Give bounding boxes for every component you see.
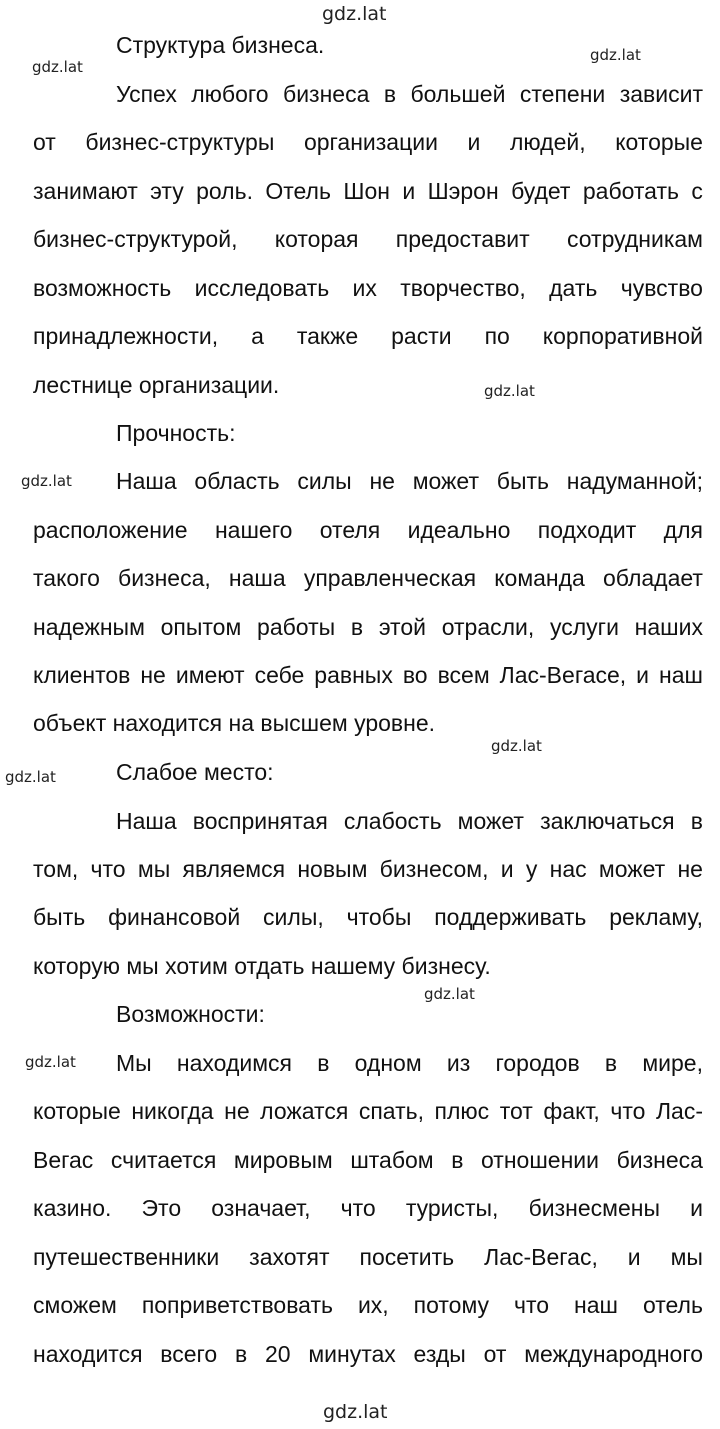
word: не [677, 856, 703, 882]
word: мире, [642, 1050, 703, 1076]
word: в [451, 1147, 464, 1173]
word: которые [33, 1098, 121, 1124]
paragraph-line [33, 858, 703, 881]
word: команда [494, 565, 585, 591]
word: в [604, 1050, 618, 1076]
paragraph-line [116, 83, 703, 106]
paragraph-line [33, 1246, 703, 1269]
word: поддерживать [434, 904, 587, 930]
word: равных [314, 662, 393, 688]
watermark: gdz.lat [590, 46, 641, 64]
word: мы [137, 856, 171, 882]
word: в [383, 81, 397, 107]
word: клиентов [33, 662, 131, 688]
paragraph-line-last: объект находится на высшем уровне. [33, 710, 436, 736]
word: опытом [160, 614, 242, 640]
word: область [194, 468, 280, 494]
word: зависит [619, 81, 703, 107]
watermark: gdz.lat [484, 382, 535, 400]
paragraph-line [33, 277, 703, 300]
word: всем [437, 662, 490, 688]
word: рекламу, [609, 904, 703, 930]
word: плюс [434, 1098, 490, 1124]
watermark: gdz.lat [21, 472, 72, 490]
word: имеют [175, 662, 245, 688]
word: дать [549, 275, 598, 301]
word: штабом [350, 1147, 434, 1173]
word: не [224, 1098, 250, 1124]
word: Лас-Вегас, [484, 1244, 598, 1270]
word: возможность [33, 275, 172, 301]
word: сотрудникам [567, 226, 703, 252]
word: себе [254, 662, 305, 688]
word: подходит [537, 517, 637, 543]
word: мы [670, 1244, 703, 1270]
word: бизнеса [283, 81, 370, 107]
word: всего [160, 1341, 218, 1367]
word: сможем [33, 1292, 117, 1318]
paragraph-line [33, 519, 703, 542]
word: посетить [359, 1244, 455, 1270]
watermark: gdz.lat [322, 3, 387, 25]
word: воспринятая [192, 808, 328, 834]
word: творчество, [400, 275, 526, 301]
word: одном [354, 1050, 422, 1076]
word: отношении [481, 1147, 599, 1173]
watermark: gdz.lat [32, 58, 83, 76]
word: Это [141, 1195, 182, 1221]
document-heading: Структура бизнеса. [116, 32, 325, 58]
word: слабость [343, 808, 442, 834]
word: Отель [265, 178, 331, 204]
word: минутах [308, 1341, 396, 1367]
word: что [90, 856, 126, 882]
word: может [457, 808, 524, 834]
word: будет [511, 178, 571, 204]
paragraph-line [33, 325, 703, 348]
section-title: Слабое место: [116, 759, 274, 785]
word: наша [228, 565, 286, 591]
word: нас [549, 856, 587, 882]
word: этой [378, 614, 426, 640]
section-title: Возможности: [116, 1001, 265, 1027]
word: людей, [509, 129, 586, 155]
word: факт, [543, 1098, 600, 1124]
word: быть [496, 468, 549, 494]
word: их, [357, 1292, 389, 1318]
word: отель [642, 1292, 703, 1318]
paragraph-line [33, 906, 703, 929]
word: эту [150, 178, 184, 204]
watermark: gdz.lat [5, 768, 56, 786]
word: бизнес-структуры [85, 129, 275, 155]
word: означает, [211, 1195, 311, 1221]
word: что [340, 1195, 376, 1221]
word: отеля [319, 517, 381, 543]
word: бизнес-структурой, [33, 226, 238, 252]
word: 20 [264, 1341, 291, 1367]
paragraph-line [33, 228, 703, 251]
word: а [251, 323, 264, 349]
word: Шон [343, 178, 390, 204]
paragraph-line [33, 180, 703, 203]
paragraph-line-last: лестнице организации. [33, 372, 280, 398]
watermark: gdz.lat [491, 737, 542, 755]
word: которые [615, 129, 703, 155]
word: Вегас [33, 1147, 94, 1173]
word: в [235, 1341, 248, 1367]
paragraph-line-last: которую мы хотим отдать нашему бизнесу. [33, 953, 491, 979]
word: для [663, 517, 703, 543]
word: которая [274, 226, 359, 252]
word: финансовой [108, 904, 241, 930]
word: наш [659, 662, 703, 688]
word: силы [297, 468, 352, 494]
word: идеально [407, 517, 511, 543]
word: и [500, 856, 514, 882]
word: в [350, 614, 364, 640]
word: Шэрон [427, 178, 499, 204]
word: предоставит [395, 226, 530, 252]
word: исследовать [194, 275, 330, 301]
word: такого [33, 565, 100, 591]
paragraph-line [33, 1294, 703, 1317]
watermark: gdz.lat [424, 985, 475, 1003]
word: надуманной; [566, 468, 703, 494]
watermark: gdz.lat [323, 1401, 388, 1423]
paragraph-line [33, 567, 703, 590]
word: Лас- [655, 1098, 703, 1124]
word: езды [413, 1341, 466, 1367]
word: чувство [620, 275, 703, 301]
paragraph-line [116, 810, 703, 833]
word: расположение [33, 517, 188, 543]
word: корпоративной [542, 323, 703, 349]
word: бизнеса [616, 1147, 703, 1173]
word: с [691, 178, 703, 204]
word: отрасли, [441, 614, 535, 640]
word: Лас-Вегасе, [499, 662, 627, 688]
word: наш [574, 1292, 618, 1318]
word: в [690, 808, 703, 834]
word: казино. [33, 1195, 112, 1221]
word: и [402, 178, 416, 204]
word: находится [33, 1341, 143, 1367]
word: во [402, 662, 428, 688]
word: управленческая [303, 565, 477, 591]
paragraph-line [116, 470, 703, 493]
word: может [598, 856, 666, 882]
word: может [412, 468, 479, 494]
word: из [446, 1050, 471, 1076]
word: и [636, 662, 650, 688]
word: ложатся [260, 1098, 349, 1124]
word: их [352, 275, 377, 301]
word: мировым [233, 1147, 333, 1173]
word: тот [499, 1098, 533, 1124]
word: том, [33, 856, 79, 882]
word: бизнеса, [118, 565, 211, 591]
word: что [514, 1292, 550, 1318]
word: являемся [182, 856, 286, 882]
word: считается [110, 1147, 217, 1173]
word: обладает [603, 565, 703, 591]
paragraph-line [116, 1052, 703, 1075]
word: степени [519, 81, 606, 107]
word: организации [303, 129, 438, 155]
word: не [140, 662, 166, 688]
word: занимают [33, 178, 138, 204]
word: и [690, 1195, 703, 1221]
word: и [627, 1244, 641, 1270]
word: по [484, 323, 510, 349]
word: также [296, 323, 359, 349]
paragraph-line [33, 1197, 703, 1220]
word: спать, [358, 1098, 424, 1124]
word: бизнесом, [379, 856, 489, 882]
paragraph-line [33, 664, 703, 687]
word: потому [413, 1292, 490, 1318]
word: поприветствовать [141, 1292, 333, 1318]
word: принадлежности, [33, 323, 219, 349]
word: Мы [116, 1050, 152, 1076]
word: расти [391, 323, 452, 349]
word: нашего [214, 517, 293, 543]
section-title: Прочность: [116, 420, 236, 446]
word: быть [33, 904, 86, 930]
word: в [317, 1050, 330, 1076]
word: большей [410, 81, 506, 107]
paragraph-line [33, 1149, 703, 1172]
word: надежным [33, 614, 145, 640]
paragraph-line [33, 1100, 703, 1123]
paragraph-line [33, 616, 703, 639]
word: роль. [196, 178, 253, 204]
word: Успех [116, 81, 177, 107]
word: у [525, 856, 538, 882]
word: от [33, 129, 56, 155]
word: бизнесмены [528, 1195, 660, 1221]
word: работать [582, 178, 679, 204]
word: работы [257, 614, 336, 640]
word: путешественники [33, 1244, 220, 1270]
watermark: gdz.lat [25, 1053, 76, 1071]
word: городов [495, 1050, 580, 1076]
word: никогда [131, 1098, 214, 1124]
word: не [369, 468, 395, 494]
word: наших [634, 614, 703, 640]
word: международного [524, 1341, 703, 1367]
word: новым [297, 856, 368, 882]
word: силы, [263, 904, 324, 930]
word: от [483, 1341, 507, 1367]
word: чтобы [346, 904, 412, 930]
word: заключаться [540, 808, 675, 834]
word: любого [191, 81, 269, 107]
word: услуги [550, 614, 619, 640]
word: Наша [116, 468, 177, 494]
word: что [610, 1098, 646, 1124]
paragraph-line [33, 131, 703, 154]
word: находимся [176, 1050, 292, 1076]
word: и [467, 129, 481, 155]
word: захотят [249, 1244, 330, 1270]
word: туристы, [405, 1195, 499, 1221]
paragraph-line [33, 1343, 703, 1366]
word: Наша [116, 808, 177, 834]
